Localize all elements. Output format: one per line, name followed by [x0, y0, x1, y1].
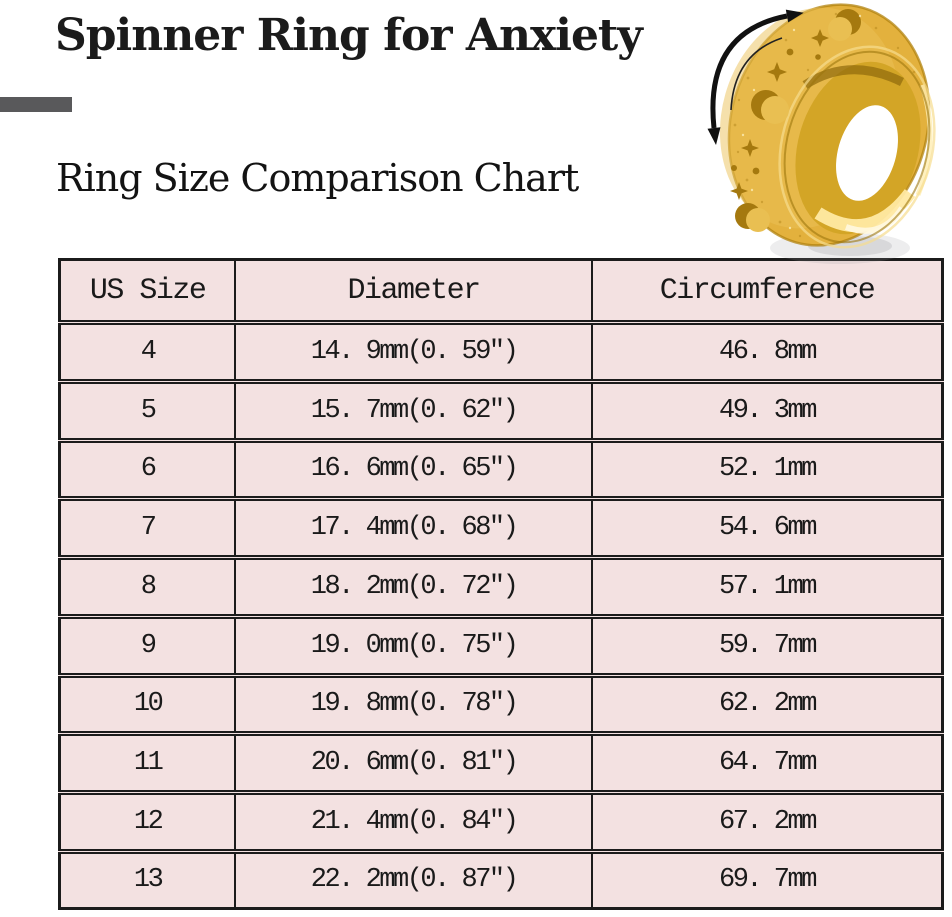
diameter-cell: 14. 9mm(0. 59″) [235, 323, 592, 382]
circumference-cell: 52. 1mm [592, 440, 943, 499]
diameter-cell: 15. 7mm(0. 62″) [235, 381, 592, 440]
table-row [60, 734, 943, 793]
dot-engraving [753, 168, 760, 175]
us-size-cell: 10 [60, 675, 236, 734]
us-size-column-header: US Size [89, 273, 206, 308]
page-title: Spinner Ring for Anxiety [55, 10, 642, 61]
ring-photo [690, 0, 952, 278]
diameter-column-header: Diameter [235, 260, 592, 323]
table-row [60, 440, 943, 499]
diameter-cell: 19. 8mm(0. 78″) [235, 675, 592, 734]
gold-spinner-ring [690, 0, 952, 278]
table-row [60, 558, 943, 617]
dot-engraving [815, 54, 821, 60]
circumference-cell: 67. 2mm [592, 793, 943, 852]
table-row [60, 851, 943, 908]
diameter-cell: 19. 0mm(0. 75″) [235, 616, 592, 675]
us-size-cell: 6 [60, 440, 236, 499]
diameter-cell: 16. 6mm(0. 65″) [235, 440, 592, 499]
diameter-cell: 18. 2mm(0. 72″) [235, 558, 592, 617]
diameter-cell: 20. 6mm(0. 81″) [235, 734, 592, 793]
table-row [60, 675, 943, 734]
circumference-cell: 46. 8mm [592, 323, 943, 382]
diameter-cell: 17. 4mm(0. 68″) [235, 499, 592, 558]
circumference-cell: 69. 7mm [592, 851, 943, 908]
us-size-cell: 13 [60, 851, 236, 908]
circumference-cell: 57. 1mm [592, 558, 943, 617]
circumference-cell: 59. 7mm [592, 616, 943, 675]
table-row [60, 381, 943, 440]
dot-engraving [787, 49, 794, 56]
table-row [60, 616, 943, 675]
us-size-cell: 9 [60, 616, 236, 675]
circumference-column-header: Circumference [592, 260, 943, 323]
ring-size-table [58, 258, 944, 910]
circumference-cell: 62. 2mm [592, 675, 943, 734]
page-subtitle: Ring Size Comparison Chart [56, 156, 579, 200]
circumference-cell: 49. 3mm [592, 381, 943, 440]
table-row [60, 793, 943, 852]
us-size-cell: 7 [60, 499, 236, 558]
table-row [60, 323, 943, 382]
us-size-cell: 12 [60, 793, 236, 852]
diameter-cell: 21. 4mm(0. 84″) [235, 793, 592, 852]
us-size-cell: 4 [60, 323, 236, 382]
table-row [60, 499, 943, 558]
us-size-cell: 8 [60, 558, 236, 617]
dot-engraving [731, 165, 737, 171]
circumference-cell: 64. 7mm [592, 734, 943, 793]
us-size-cell: 11 [60, 734, 236, 793]
table-body [60, 323, 943, 909]
circumference-cell: 54. 6mm [592, 499, 943, 558]
accent-bar [0, 97, 72, 112]
diameter-cell: 22. 2mm(0. 87″) [235, 851, 592, 908]
us-size-cell: 5 [60, 381, 236, 440]
